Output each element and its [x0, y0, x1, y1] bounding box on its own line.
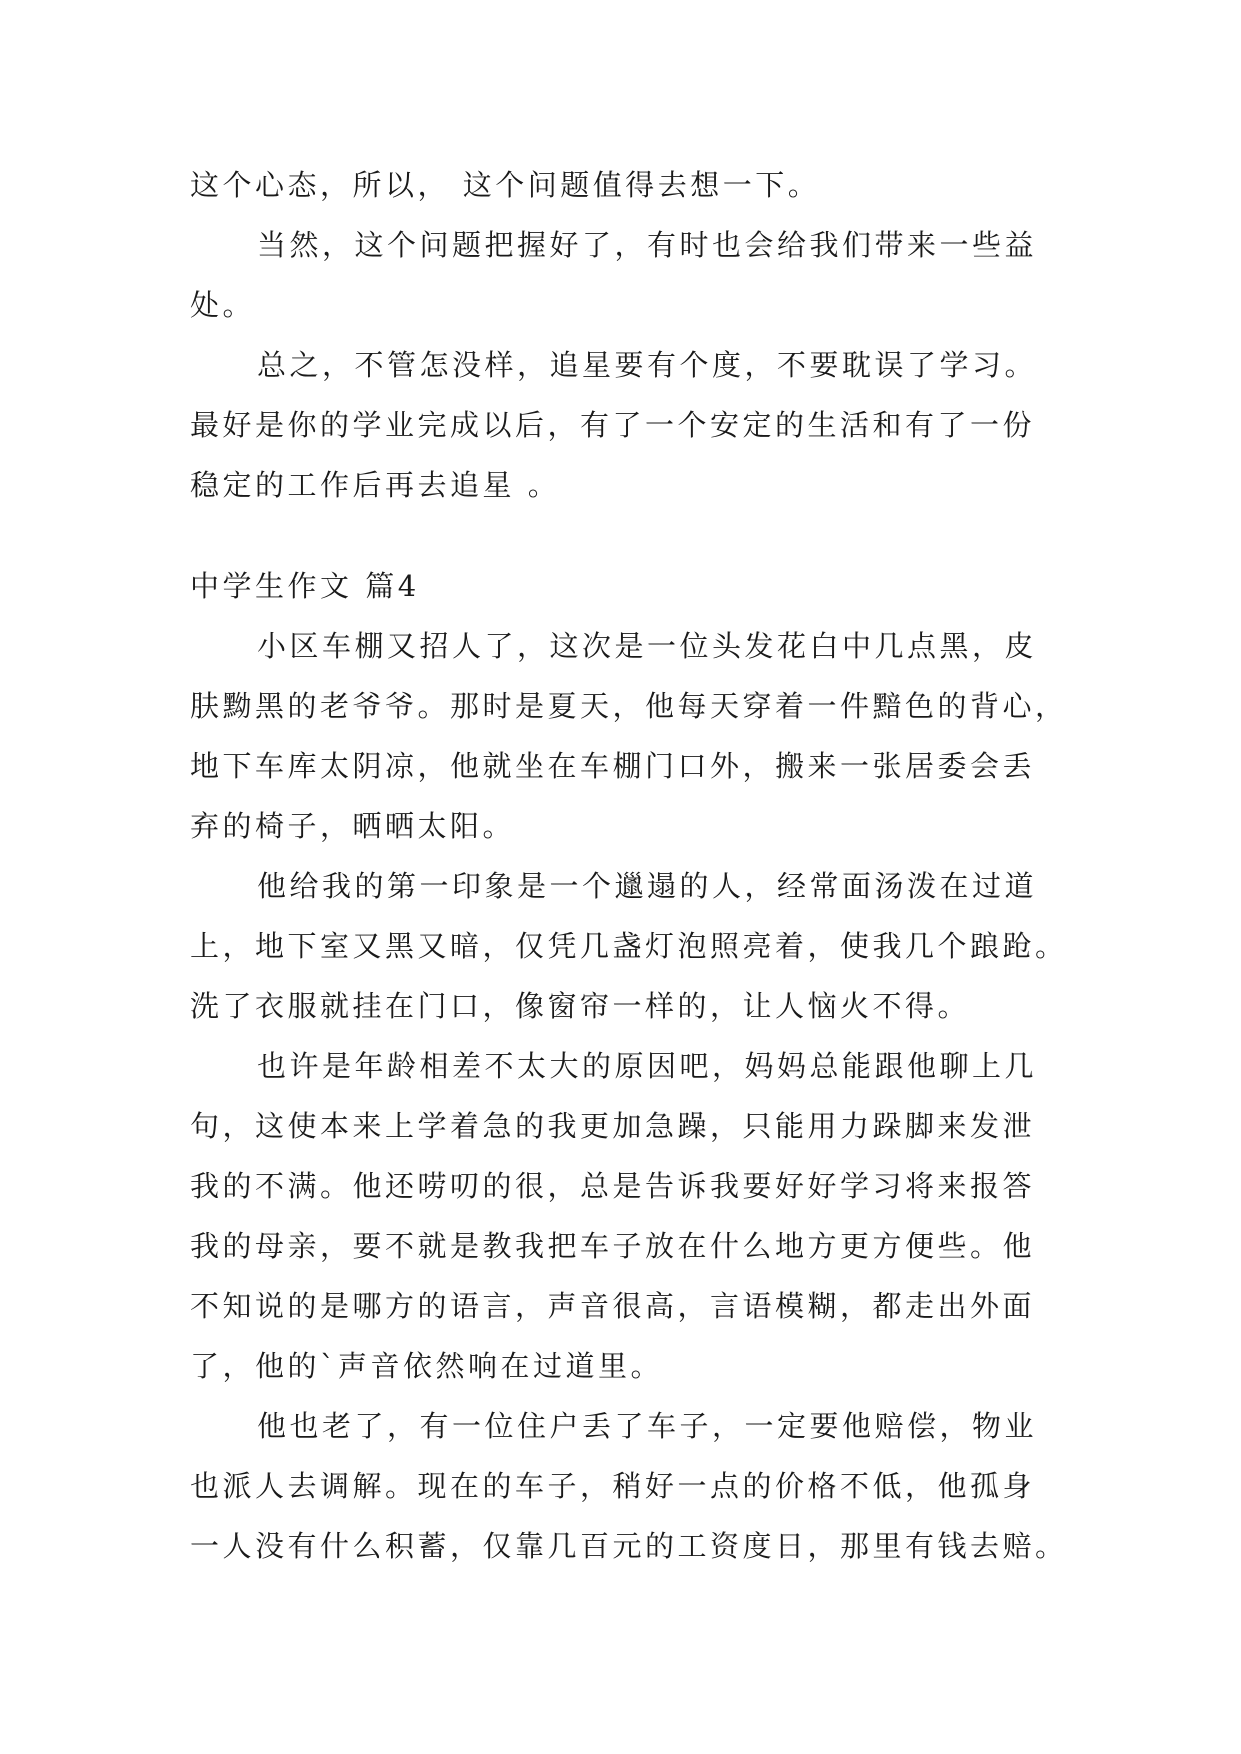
paragraph-line: 我的母亲，要不就是教我把车子放在什么地方更方便些。他 — [190, 1229, 1036, 1263]
section-heading: 中学生作文 篇4 — [190, 569, 420, 603]
paragraph-line: 最好是你的学业完成以后，有了一个安定的生活和有了一份 — [190, 408, 1036, 442]
paragraph-line: 小区车棚又招人了，这次是一位头发花白中几点黑，皮 — [257, 629, 1038, 663]
paragraph-line: 稳定的工作后再去追星 。 — [190, 468, 561, 502]
essay-section-4 — [190, 556, 1068, 1576]
paragraph-line: 我的不满。他还唠叨的很，总是告诉我要好好学习将来报答 — [190, 1169, 1036, 1203]
paragraph-line: 总之，不管怎没样，追星要有个度，不要耽误了学习。 — [257, 348, 1038, 382]
paragraph-line: 不知说的是哪方的语言，声音很高，言语模糊，都走出外面 — [190, 1289, 1036, 1323]
paragraph-line: 当然，这个问题把握好了，有时也会给我们带来一些益 — [257, 228, 1038, 262]
paragraph-line: 他也老了，有一位住户丢了车子，一定要他赔偿，物业 — [257, 1409, 1038, 1443]
paragraph-line: 洗了衣服就挂在门口，像窗帘一样的，让人恼火不得。 — [190, 989, 971, 1023]
paragraph-line: 地下车库太阴凉，他就坐在车棚门口外，搬来一张居委会丢 — [190, 749, 1036, 783]
paragraph-line: 上，地下室又黑又暗，仅凭几盏灯泡照亮着，使我几个踉跄。 — [190, 929, 1068, 963]
paragraph-line: 句，这使本来上学着急的我更加急躁，只能用力跺脚来发泄 — [190, 1109, 1036, 1143]
paragraph-line: 肤黝黑的老爷爷。那时是夏天，他每天穿着一件黯色的背心， — [190, 689, 1068, 723]
paragraph-line: 他给我的第一印象是一个邋遢的人，经常面汤泼在过道 — [257, 869, 1038, 903]
paragraph-line: 处。 — [190, 288, 256, 322]
essay-continuation — [190, 155, 1060, 515]
paragraph-line: 了，他的`声音依然响在过道里。 — [190, 1349, 664, 1383]
paragraph-line: 弃的椅子，晒晒太阳。 — [190, 809, 516, 843]
paragraph-line: 也许是年龄相差不太大的原因吧，妈妈总能跟他聊上几 — [257, 1049, 1038, 1083]
paragraph-line: 一人没有什么积蓄，仅靠几百元的工资度日，那里有钱去赔。 — [190, 1529, 1068, 1563]
paragraph-line: 也派人去调解。现在的车子，稍好一点的价格不低，他孤身 — [190, 1469, 1036, 1503]
paragraph-line: 这个心态，所以， 这个问题值得去想一下。 — [190, 168, 821, 202]
